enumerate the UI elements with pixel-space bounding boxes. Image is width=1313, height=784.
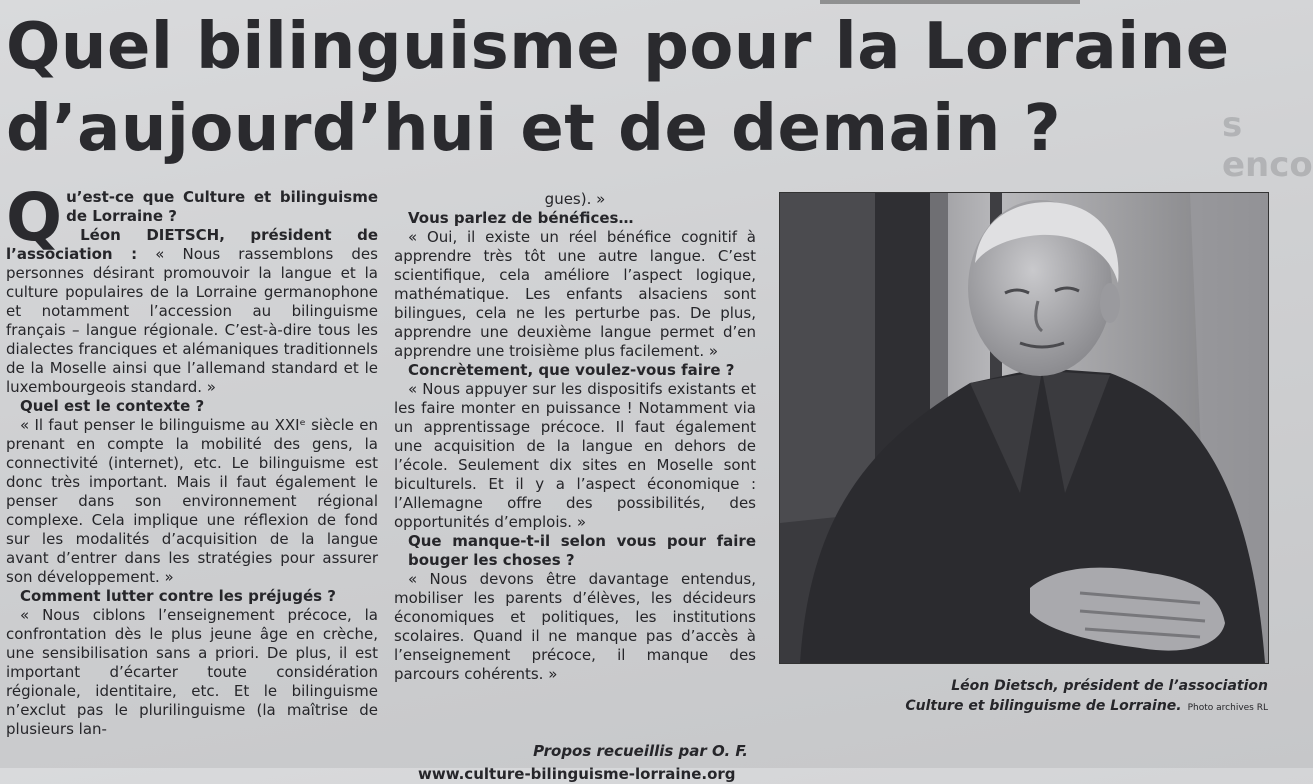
caption-line-1: Léon Dietsch, président de l’association (951, 678, 1268, 694)
drop-cap: Q (6, 179, 63, 256)
speaker-name: Léon DIETSCH, président de l’association : (6, 226, 378, 263)
headline-line-2: d’aujourd’hui et de demain ? (6, 92, 1062, 166)
portrait-photo (779, 192, 1269, 664)
question-heading: Vous parlez de bénéfices… (408, 209, 634, 227)
question-heading: Quel est le contexte ? (20, 397, 205, 415)
answer-paragraph: « Nous devons être davantage entendus, mobiliser les parents d’élèves, les décideurs économiques et politiques, les institutions scolaires. Quand il ne manque pas d’accès à l’enseignement précoce, il manque des parcours cohérents. » (394, 570, 756, 683)
answer-paragraph: « Oui, il existe un réel bénéfice cognitif à apprendre très tôt une autre langue. C’est scientifique, cela améliore l’aspect logique, mathématique. Les enfants alsaciens sont bilingues, cela ne les perturbe pas. De plus, apprendre une deuxième langue permet d’en apprendre une troisième plus facilement. » (394, 228, 756, 360)
website-url: www.culture-bilinguisme-lorraine.org (418, 765, 736, 783)
page-top-rule (820, 0, 1080, 4)
article-headline (6, 6, 1276, 170)
photo-caption (780, 676, 1268, 718)
article-column-2 (394, 190, 756, 784)
question-heading: Concrètement, que voulez-vous faire ? (408, 361, 735, 379)
caption-line-2: Culture et bilinguisme de Lorraine. (905, 698, 1182, 714)
answer-paragraph: « Nous appuyer sur les dispositifs existants et les faire monter en puissance ! Notamment via un apprentissage précoce. Il faut également une acquisition de la langue en dehors de l’école. Seulement dix sites en Moselle sont biculturels. Et il y a l’aspect économique : l’Allemagne offre des possibilités, des opportunités d’emplois. » (394, 380, 756, 531)
photo-credit: Photo archives RL (1187, 703, 1268, 713)
answer-paragraph: « Il faut penser le bilinguisme au XXIᵉ siècle en prenant en compte la mobilité des gens, la connectivité (internet), etc. Le bilinguisme est donc très important. Mais il faut également le penser dans son environnement régional complexe. Cela implique une réflexion de fond sur les modalités d’acquisition de la langue avant d’entrer dans les stratégies pour assurer son développement. » (6, 416, 378, 586)
headline-line-1: Quel bilinguisme pour la Lorraine (6, 10, 1230, 84)
continued-text: gues). » (544, 190, 606, 208)
intro-question: Qu’est-ce que Culture et bilinguisme de Lorraine ? (6, 179, 378, 256)
adjacent-article-bleed: s enco (1222, 105, 1313, 185)
article-column-1 (6, 179, 378, 739)
answer-paragraph: « Nous ciblons l’enseignement précoce, la confrontation dès le plus jeune âge en crèche, une sensibilisation sans a priori. De plus, il est important d’écarter toute considération régionale, identitaire, etc. Et le bilinguisme n’exclut pas le plurilinguisme (la maîtrise de plusieurs lan- (6, 606, 378, 738)
answer-paragraph: Léon DIETSCH, président de l’association : « Nous rassemblons des personnes désirant promouvoir la langue et la culture populaires de la Lorraine germanophone et notamment l’accession au bilinguisme français – langue régionale. C’est-à-dire tous les dialectes franciques et alémaniques traditionnels de la Moselle ainsi que l’allemand standard et le luxembourgeois standard. » (6, 226, 378, 396)
question-heading: Comment lutter contre les préjugés ? (20, 587, 336, 605)
byline: Propos recueillis par O. F. (533, 742, 748, 760)
portrait-illustration (780, 193, 1268, 663)
question-heading: Que manque-t-il selon vous pour faire bouger les choses ? (408, 532, 756, 569)
